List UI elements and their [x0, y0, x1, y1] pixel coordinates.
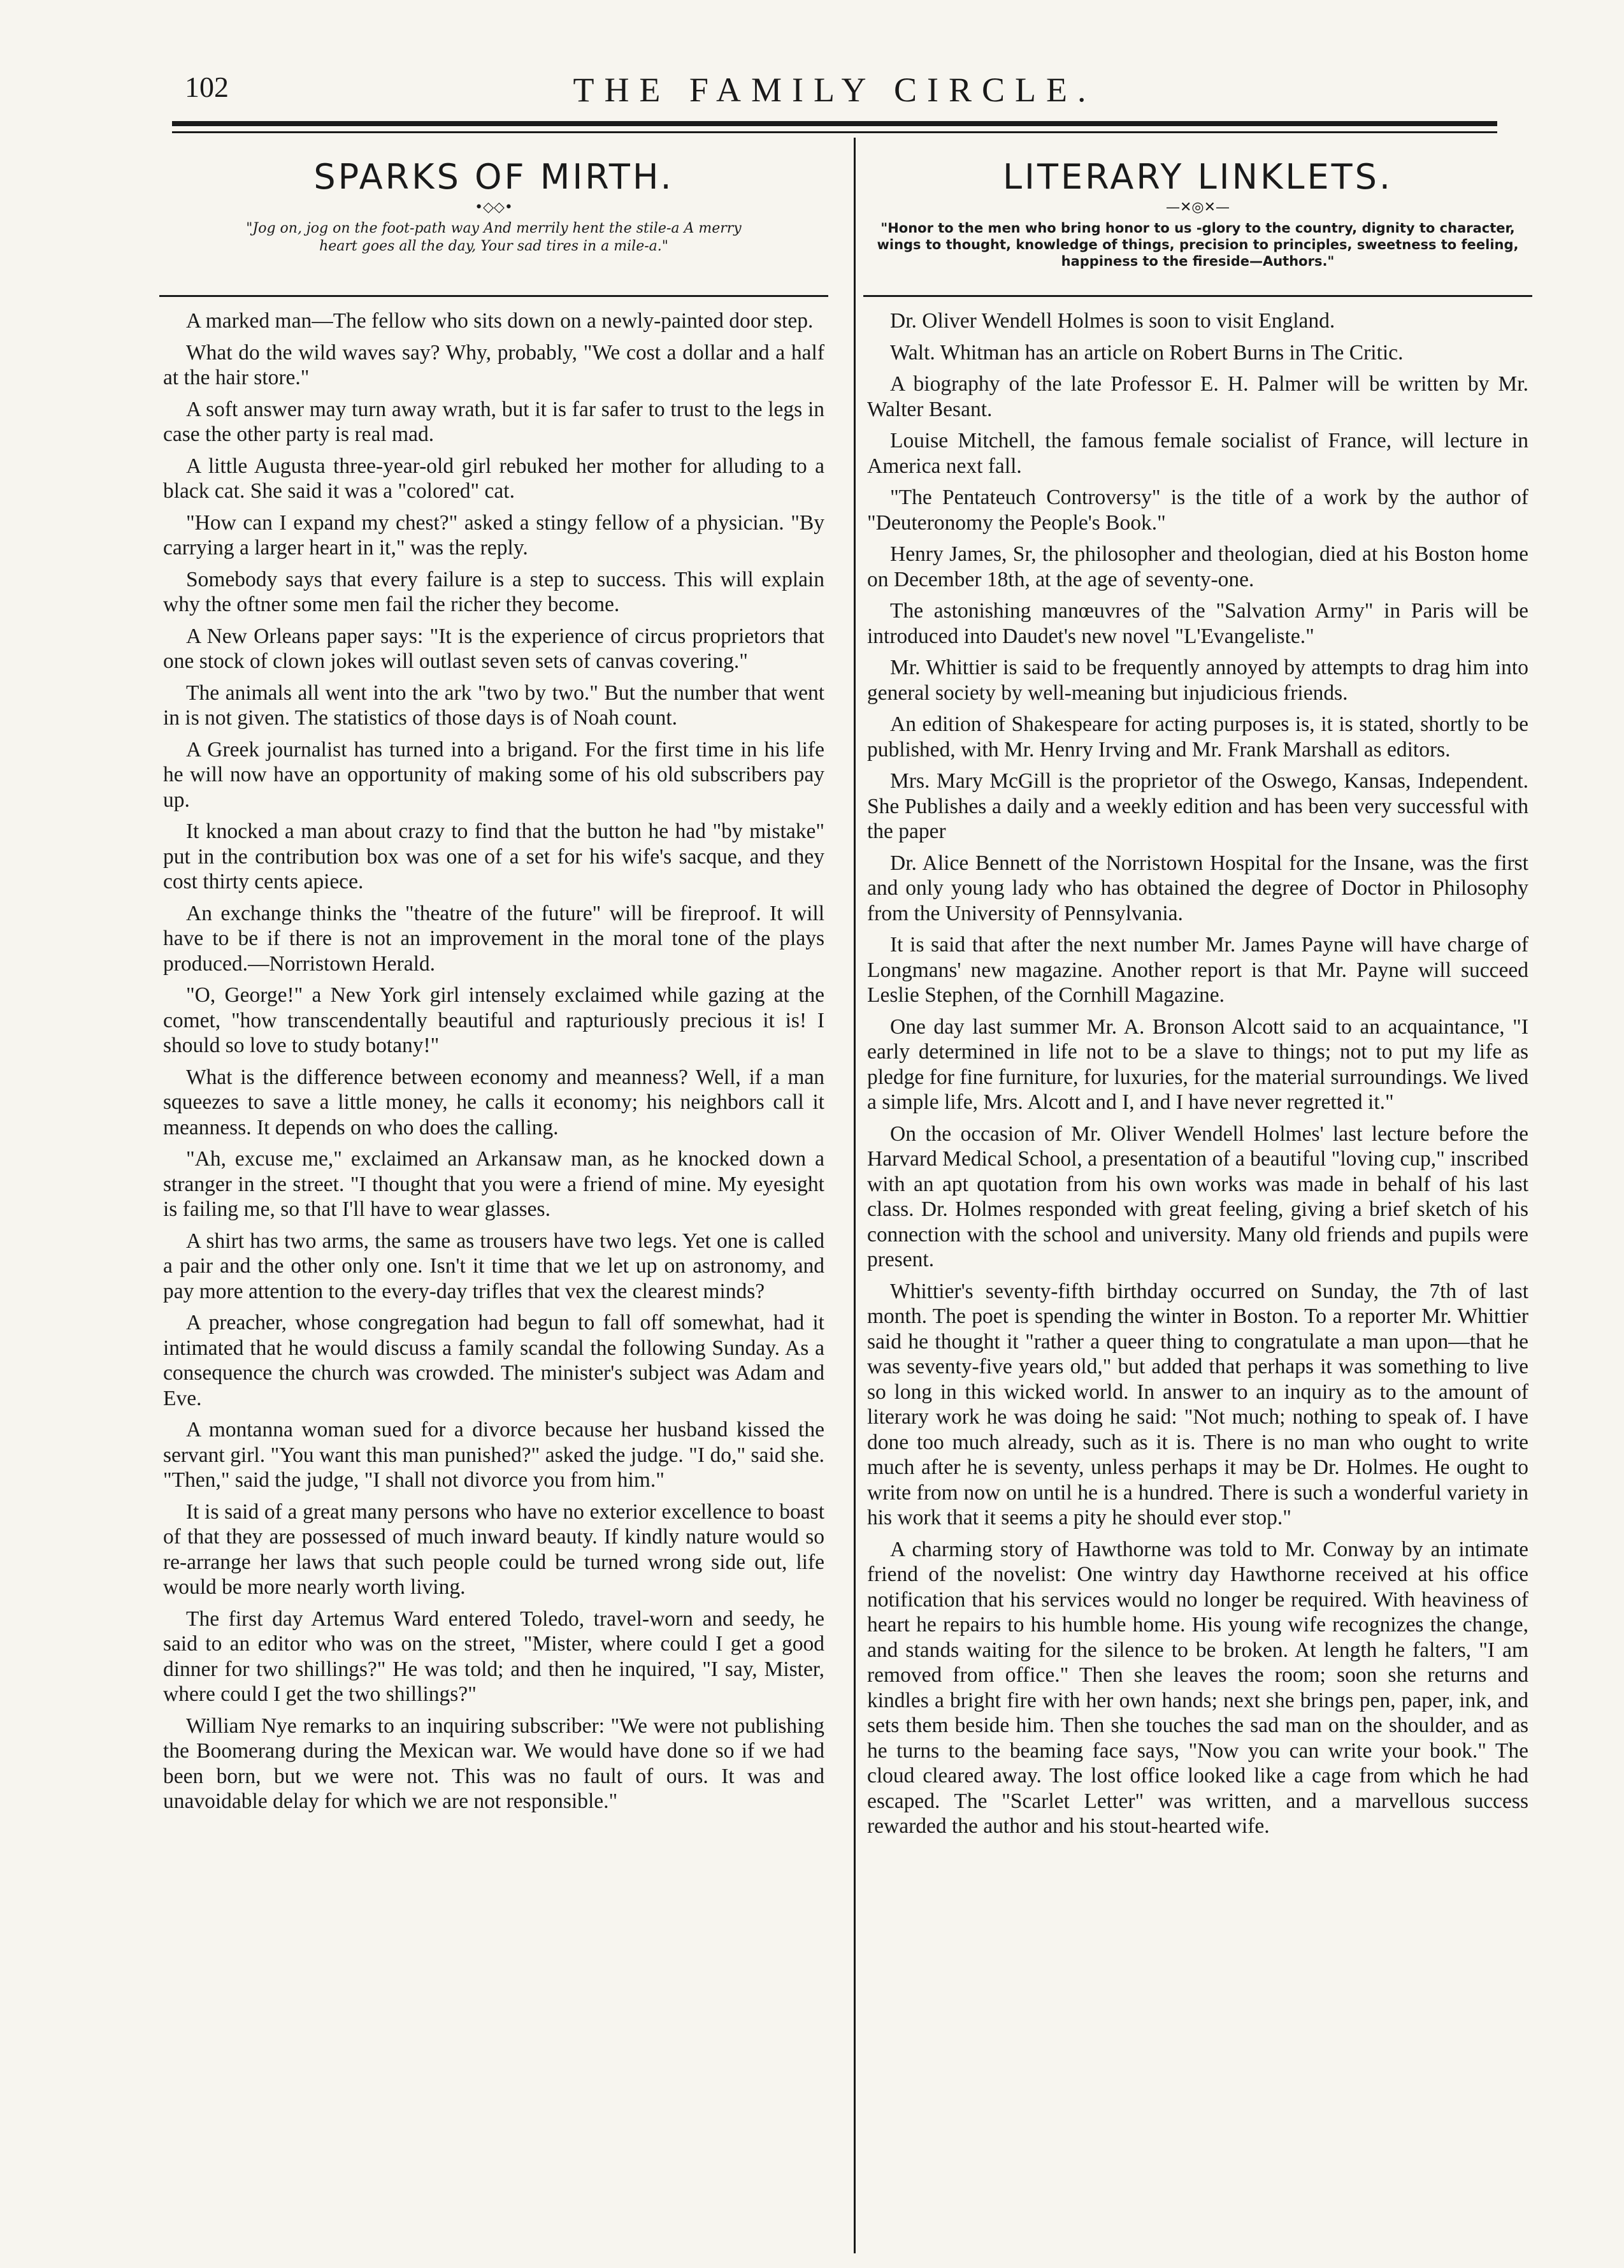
column-heading-rule	[159, 295, 828, 297]
article-item: Henry James, Sr, the philosopher and theologian, died at his Boston home on December 18th, at the age of seventy-one.	[867, 542, 1528, 591]
article-item: A marked man—The fellow who sits down on a newly-painted door step.	[186, 309, 814, 333]
column-heading-block	[159, 138, 828, 297]
article-item: A preacher, whose congregation had begun to fall off somewhat, had it intimated that he would discuss a family scandal the following Sunday. As a consequence the church was crowded. The minister's subject was Adam and Eve.	[163, 1311, 824, 1410]
article-item: What do the wild waves say? Why, probably, "We cost a dollar and a half at the hair store."	[163, 340, 824, 389]
column-title: LITERARY LINKLETS.	[1002, 157, 1393, 197]
article-item: What is the difference between economy and meanness? Well, if a man squeezes to save a little money, he calls it economy; his neighbors call it meanness. It depends on who does the calling.	[163, 1065, 824, 1139]
article-item: Whittier's seventy-fifth birthday occurred on Sunday, the 7th of last month. The poet is spending the winter in Boston. To a reporter Mr. Whittier said he thought it "rather a queer thing to congratulate a man upon—that he was seventy-five years old," but added that perhaps it was something to live so long in this wicked world. In answer to an inquiry as to the amount of literary work he was doing he said: "Not much; nothing to speak of. I have done too much already, such as it is. There is no man who ought to write much after he is seventy, unless perhaps it may be Dr. Holmes. He ought to write from now on until he is a hundred. There is such a wonderful variety in his work that it seems a pity he should ever stop."	[867, 1279, 1528, 1529]
article-item: A montanna woman sued for a divorce because her husband kissed the servant girl. "You want this man punished?" asked the judge. "I do," said she. "Then," said the judge, "I shall not divorce you from him."	[163, 1418, 824, 1492]
article-item: A soft answer may turn away wrath, but it is far safer to trust to the legs in case the other party is real mad.	[163, 397, 824, 446]
article-item: A charming story of Hawthorne was told to Mr. Conway by an intimate friend of the novelist: One wintry day Hawthorne received at his office notification that his services would no longer be required. With heaviness of heart he repairs to his humble home. His young wife recognizes the change, and stands waiting for the silence to be broken. At length he falters, "I am removed from office." Then she leaves the room; soon she returns and kindles a bright fire with her own hands; next she brings pen, paper, ink, and sets them beside him. Then she touches the sad man on the shoulder, and as he turns to the beaming face says, "Now you can write your book." The cloud cleared away. The lost office looked like a cage from which he had escaped. The "Scarlet Letter" was written, and a marvellous success rewarded the author and his stout-hearted wife.	[867, 1537, 1528, 1838]
column-divider	[854, 138, 856, 2253]
article-item: The animals all went into the ark "two by two." But the number that went in is not given. The statistics of those days is of Noah count.	[163, 681, 824, 730]
article-item: William Nye remarks to an inquiring subscriber: "We were not publishing the Boomerang during the Mexican war. We would have done so if we had been born, but we were not. This was no fault of ours. It was and unavoidable delay for which we are not responsible."	[163, 1714, 824, 1813]
article-list	[159, 297, 828, 1814]
article-item: An exchange thinks the "theatre of the future" will be fireproof. It will have to be if there is not an improvement in the moral tone of the plays produced.—Norristown Herald.	[163, 901, 824, 976]
article-item: A Greek journalist has turned into a brigand. For the first time in his life he will now have an opportunity of making some of his old subscribers pay up.	[163, 737, 824, 812]
literary-linklets-column	[863, 138, 1532, 2253]
column-title: SPARKS OF MIRTH.	[313, 157, 674, 197]
column-heading-rule	[863, 295, 1532, 297]
article-item: "The Pentateuch Controversy" is the title of a work by the author of "Deuteronomy the People's Book."	[867, 486, 1528, 535]
column-motto: "Jog on, jog on the foot-path way And merrily hent the stile-a A merry heart goes all the day, Your sad tires in a mile-a."	[246, 220, 742, 254]
ornament-divider: —✕◎✕—	[1165, 199, 1230, 215]
ornament-divider: •◇◇•	[475, 199, 513, 215]
header-rule-thin	[172, 131, 1497, 133]
sparks-of-mirth-column	[159, 138, 828, 2253]
header-rule-thick	[172, 121, 1497, 126]
article-item: A shirt has two arms, the same as trousers have two legs. Yet one is called a pair and the other only one. Isn't it time that we let up on astronomy, and pay more attention to the every-day trifles that vex the clearest minds?	[163, 1229, 824, 1303]
article-item: "Ah, excuse me," exclaimed an Arkansaw man, as he knocked down a stranger in the street. "I thought that you were a friend of mine. My eyesight is failing me, so that I'll have to wear glasses.	[163, 1147, 824, 1221]
article-item: One day last summer Mr. A. Bronson Alcott said to an acquaintance, "I early determined in life not to be a slave to things; not to put my life as pledge for fine furniture, for luxuries, for the material surroundings. We lived a simple life, Mrs. Alcott and I, and I have never regretted it."	[867, 1015, 1528, 1114]
article-item: Somebody says that every failure is a step to success. This will explain why the oftner some men fail the richer they become.	[163, 567, 824, 616]
article-item: Louise Mitchell, the famous female socialist of France, will lecture in America next fall.	[867, 429, 1528, 478]
article-item: The first day Artemus Ward entered Toledo, travel-worn and seedy, he said to an editor who was on the street, "Mister, where could I get a good dinner for two shillings?" He was told; and then he inquired, "I say, Mister, where could I get the two shillings?"	[163, 1607, 824, 1706]
journal-title: THE FAMILY CIRCLE.	[573, 71, 1096, 109]
column-heading-block	[863, 138, 1532, 297]
article-item: "How can I expand my chest?" asked a stingy fellow of a physician. "By carrying a larger heart in it," was the reply.	[163, 510, 824, 560]
article-list	[863, 297, 1532, 1839]
article-item: Dr. Oliver Wendell Holmes is soon to visit England.	[890, 309, 1335, 333]
article-item: A little Augusta three-year-old girl rebuked her mother for alluding to a black cat. She said it was a "colored" cat.	[163, 454, 824, 503]
page-header	[172, 70, 1497, 121]
article-item: An edition of Shakespeare for acting purposes is, it is stated, shortly to be published, with Mr. Henry Irving and Mr. Frank Marshall as editors.	[867, 712, 1528, 762]
article-item: "O, George!" a New York girl intensely exclaimed while gazing at the comet, "how transcendentally beautiful and rapturiously precious it is! I should so love to study botany!"	[163, 983, 824, 1057]
article-item: Mrs. Mary McGill is the proprietor of the Oswego, Kansas, Independent. She Publishes a daily and a weekly edition and has been very successful with the paper	[867, 769, 1528, 843]
page-number: 102	[185, 71, 229, 103]
article-item: A New Orleans paper says: "It is the experience of circus proprietors that one stock of clown jokes will outlast seven sets of canvas covering."	[163, 624, 824, 673]
article-item: It is said that after the next number Mr. James Payne will have charge of Longmans' new magazine. Another report is that Mr. Payne will succeed Leslie Stephen, of the Cornhill Magazine.	[867, 933, 1528, 1007]
column-motto: "Honor to the men who bring honor to us -glory to the country, dignity to character, wings to thought, knowledge of things, precision to principles, sweetness to feeling, happiness to the fireside—Authors."	[877, 220, 1519, 269]
article-item: On the occasion of Mr. Oliver Wendell Holmes' last lecture before the Harvard Medical School, a presentation of a beautiful "loving cup," inscribed with an apt quotation from his own works was made in behalf of his last class. Dr. Holmes responded with great feeling, giving a brief sketch of his connection with the school and university. Many old friends and pupils were present.	[867, 1122, 1528, 1271]
article-item: Walt. Whitman has an article on Robert Burns in The Critic.	[890, 340, 1404, 365]
article-item: The astonishing manœuvres of the "Salvation Army" in Paris will be introduced into Daudet's new novel "L'Evangeliste."	[867, 599, 1528, 648]
article-item: It knocked a man about crazy to find that the button he had "by mistake" put in the contribution box was one of a set for his wife's sacque, and they cost thirty cents apiece.	[163, 820, 824, 893]
article-item: A biography of the late Professor E. H. Palmer will be written by Mr. Walter Besant.	[867, 372, 1528, 421]
article-item: Mr. Whittier is said to be frequently annoyed by attempts to drag him into general society by well-meaning but injudicious friends.	[867, 656, 1528, 705]
article-item: Dr. Alice Bennett of the Norristown Hospital for the Insane, was the first and only young lady who has obtained the degree of Doctor in Philosophy from the University of Pennsylvania.	[867, 851, 1528, 925]
article-item: It is said of a great many persons who have no exterior excellence to boast of that they are possessed of much inward beauty. If kindly nature would so re-arrange her laws that such people could be turned wrong side out, life would be more nearly worth living.	[163, 1499, 824, 1599]
